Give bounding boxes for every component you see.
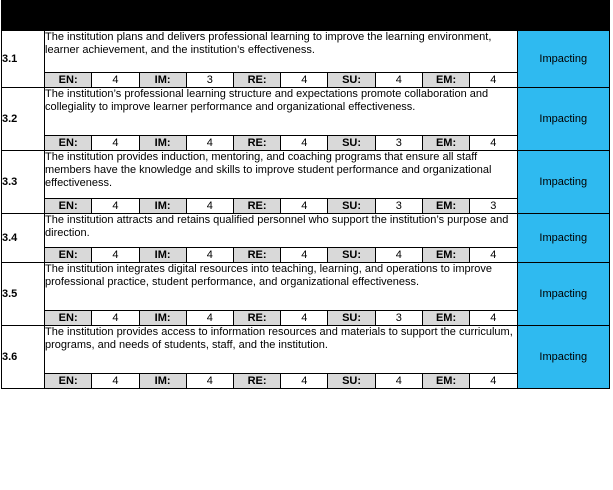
standard-description: The institution attracts and retains qualified personnel who support the institution’s purpose and direction. [45, 214, 517, 248]
score-label-su: SU: [328, 73, 375, 88]
score-label-re: RE: [233, 311, 280, 326]
score-label-en: EN: [45, 311, 92, 326]
standard-row [2, 31, 610, 73]
rating-badge: Impacting [517, 263, 609, 326]
score-label-em: EM: [422, 73, 469, 88]
score-value-en: 4 [92, 136, 139, 151]
score-label-en: EN: [45, 199, 92, 214]
rating-badge: Impacting [517, 151, 609, 214]
score-label-im: IM: [139, 311, 186, 326]
score-value-su: 3 [375, 199, 422, 214]
rating-badge: Impacting [517, 326, 609, 389]
score-label-su: SU: [328, 311, 375, 326]
score-value-em: 4 [470, 136, 517, 151]
rating-header: Rating [517, 1, 609, 31]
score-label-im: IM: [139, 199, 186, 214]
score-label-em: EM: [422, 199, 469, 214]
score-value-su: 3 [375, 136, 422, 151]
score-label-re: RE: [233, 199, 280, 214]
score-value-re: 4 [281, 136, 328, 151]
rating-badge: Impacting [517, 214, 609, 263]
score-value-im: 3 [186, 73, 233, 88]
score-value-em: 4 [470, 73, 517, 88]
standard-number: 3.1 [2, 31, 45, 88]
score-value-re: 4 [281, 248, 328, 263]
score-value-im: 4 [186, 136, 233, 151]
standard-number: 3.5 [2, 263, 45, 326]
standard-number: 3.2 [2, 88, 45, 151]
score-value-en: 4 [92, 199, 139, 214]
standard-description: The institution’s professional learning structure and expectations promote collaboration and collegiality to improve learner performance and organizational effectiveness. [45, 88, 517, 136]
standard-description: The institution provides access to information resources and materials to support the curriculum, programs, and needs of students, staff, and the institution. [45, 326, 517, 374]
score-value-re: 4 [281, 73, 328, 88]
table-title: Resource Capacity Standards [2, 1, 518, 31]
standard-description: The institution integrates digital resources into teaching, learning, and operations to improve professional practice, student performance, and organizational effectiveness. [45, 263, 517, 311]
score-label-su: SU: [328, 199, 375, 214]
score-value-su: 4 [375, 73, 422, 88]
standard-description: The institution plans and delivers professional learning to improve the learning environment, learner achievement, and the institution’s effectiveness. [45, 31, 517, 73]
score-label-im: IM: [139, 73, 186, 88]
standard-description: The institution provides induction, mentoring, and coaching programs that ensure all staff members have the knowledge and skills to improve student performance and organizational effectiveness. [45, 151, 517, 199]
score-label-en: EN: [45, 136, 92, 151]
score-value-en: 4 [92, 73, 139, 88]
score-value-re: 4 [281, 374, 328, 389]
score-value-en: 4 [92, 374, 139, 389]
standard-row [2, 151, 610, 199]
score-label-im: IM: [139, 136, 186, 151]
score-value-im: 4 [186, 374, 233, 389]
score-value-su: 4 [375, 248, 422, 263]
score-label-su: SU: [328, 136, 375, 151]
score-value-re: 4 [281, 311, 328, 326]
score-value-en: 4 [92, 311, 139, 326]
score-value-em: 4 [470, 248, 517, 263]
score-label-re: RE: [233, 374, 280, 389]
score-value-em: 3 [470, 199, 517, 214]
score-value-im: 4 [186, 199, 233, 214]
standard-row [2, 326, 610, 374]
score-label-em: EM: [422, 136, 469, 151]
score-label-re: RE: [233, 136, 280, 151]
standard-number: 3.4 [2, 214, 45, 263]
standards-table [1, 0, 610, 389]
score-label-su: SU: [328, 374, 375, 389]
score-value-em: 4 [470, 311, 517, 326]
score-value-re: 4 [281, 199, 328, 214]
rating-badge: Impacting [517, 31, 609, 88]
score-value-im: 4 [186, 311, 233, 326]
score-label-en: EN: [45, 248, 92, 263]
score-label-en: EN: [45, 374, 92, 389]
header-row [2, 1, 610, 31]
score-value-su: 4 [375, 374, 422, 389]
standard-row [2, 263, 610, 311]
score-value-em: 4 [470, 374, 517, 389]
standard-row [2, 88, 610, 136]
score-label-en: EN: [45, 73, 92, 88]
score-label-re: RE: [233, 73, 280, 88]
standard-number: 3.6 [2, 326, 45, 389]
score-value-en: 4 [92, 248, 139, 263]
score-label-im: IM: [139, 248, 186, 263]
score-label-em: EM: [422, 374, 469, 389]
score-label-im: IM: [139, 374, 186, 389]
score-label-em: EM: [422, 311, 469, 326]
standard-row [2, 214, 610, 248]
rating-badge: Impacting [517, 88, 609, 151]
standard-number: 3.3 [2, 151, 45, 214]
score-label-re: RE: [233, 248, 280, 263]
score-label-em: EM: [422, 248, 469, 263]
score-value-im: 4 [186, 248, 233, 263]
score-value-su: 3 [375, 311, 422, 326]
score-label-su: SU: [328, 248, 375, 263]
